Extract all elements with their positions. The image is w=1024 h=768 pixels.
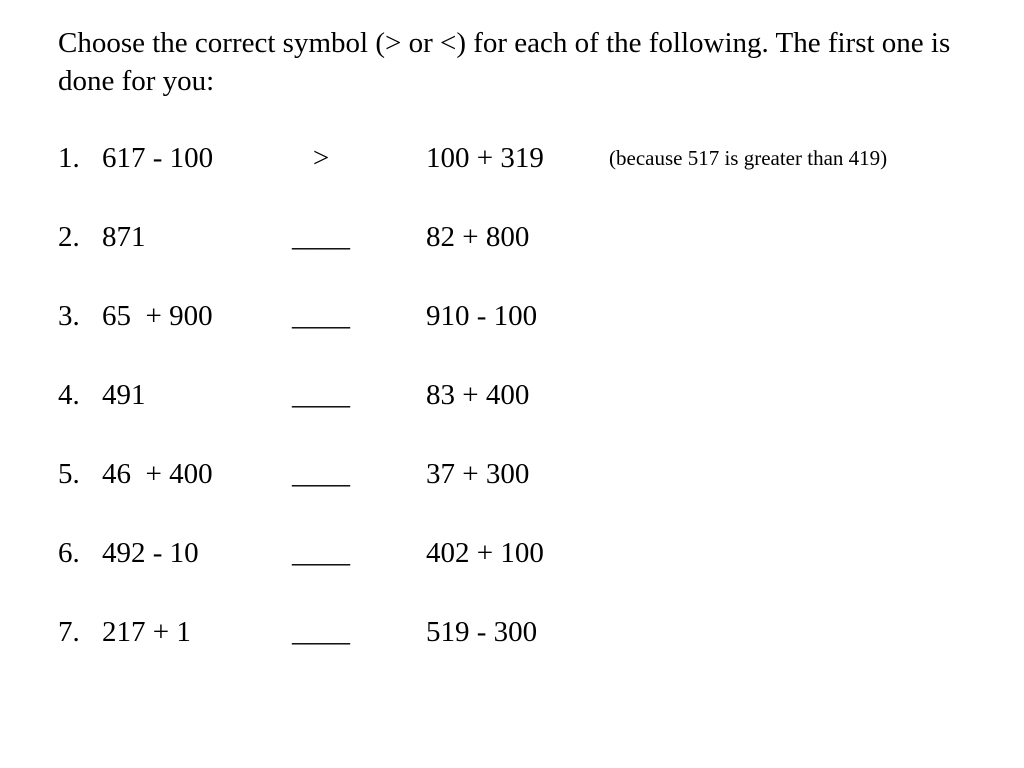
left-expression: 46 + 400 [102, 458, 213, 490]
left-expression: 871 [102, 221, 146, 253]
comparison-symbol: > [312, 142, 330, 174]
problem-row [0, 533, 1024, 612]
problem-row [0, 612, 1024, 691]
answer-blank[interactable]: ____ [292, 221, 350, 253]
instructions: Choose the correct symbol (> or <) for each of the following. The first one is done for you: [58, 27, 951, 97]
problem-list [0, 138, 1024, 691]
answer-blank[interactable]: ____ [292, 379, 350, 411]
problem-row [0, 296, 1024, 375]
left-expression: 492 - 10 [102, 537, 199, 569]
problem-row [0, 375, 1024, 454]
answer-blank[interactable]: ____ [292, 300, 350, 332]
right-expression: 402 + 100 [426, 537, 544, 569]
answer-blank[interactable]: ____ [292, 537, 350, 569]
answer-blank[interactable]: ____ [292, 616, 350, 648]
left-expression: 217 + 1 [102, 616, 191, 648]
left-expression: 65 + 900 [102, 300, 213, 332]
problem-number: 6. [58, 537, 80, 569]
explanation-note: (because 517 is greater than 419) [609, 146, 888, 170]
problem-row [0, 138, 1024, 217]
problem-number: 3. [58, 300, 80, 332]
problem-row [0, 217, 1024, 296]
right-expression: 910 - 100 [426, 300, 538, 332]
right-expression: 83 + 400 [426, 379, 530, 411]
right-expression: 100 + 319 [426, 142, 544, 174]
problem-number: 4. [58, 379, 80, 411]
right-expression: 519 - 300 [426, 616, 538, 648]
left-expression: 617 - 100 [102, 142, 214, 174]
problem-number: 1. [58, 142, 80, 174]
right-expression: 37 + 300 [426, 458, 530, 490]
answer-blank[interactable]: ____ [292, 458, 350, 490]
problem-number: 7. [58, 616, 80, 648]
problem-row [0, 454, 1024, 533]
right-expression: 82 + 800 [426, 221, 530, 253]
problem-number: 2. [58, 221, 80, 253]
left-expression: 491 [102, 379, 146, 411]
problem-number: 5. [58, 458, 80, 490]
